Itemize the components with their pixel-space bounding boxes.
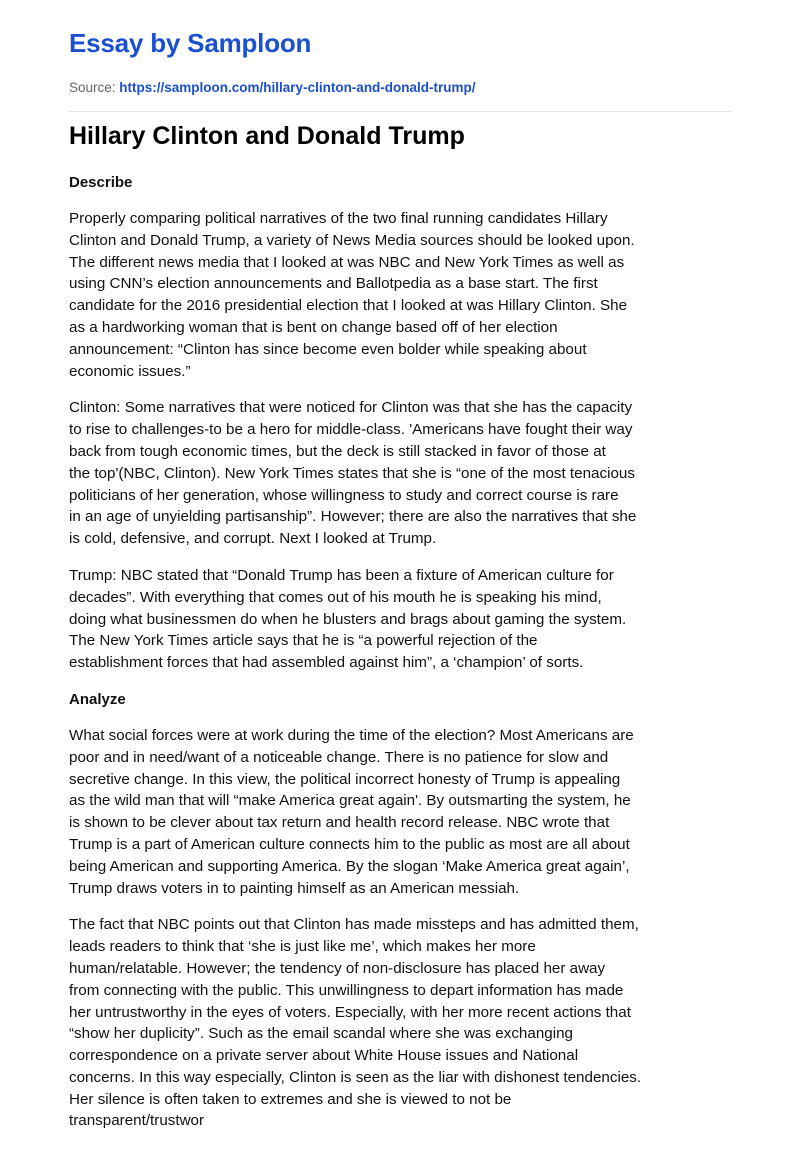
section-heading: Analyze xyxy=(69,690,126,708)
paragraph-line: decades”. With everything that comes out of his mouth he is speaking his mind, xyxy=(69,588,602,606)
paragraph-line: concerns. In this way especially, Clinton is seen as the liar with dishonest tendencies. xyxy=(69,1068,642,1086)
paragraph-line: Clinton and Donald Trump, a variety of News Media sources should be looked upon. xyxy=(69,231,635,249)
paragraph-line: is cold, defensive, and corrupt. Next I looked at Trump. xyxy=(69,530,437,548)
paragraph-line: The New York Times article says that he is “a powerful rejection of the xyxy=(69,632,538,650)
paragraph-line: economic issues.” xyxy=(69,362,191,380)
source-link[interactable]: https://samploon.com/hillary-clinton-and-donald-trump/ xyxy=(119,80,476,95)
paragraph-line: Trump draws voters in to painting himself as an American messiah. xyxy=(69,879,520,897)
paragraph-line: correspondence on a private server about White House issues and National xyxy=(69,1047,579,1065)
source-line xyxy=(69,80,476,95)
paragraph-line: announcement: “Clinton has since become even bolder while speaking about xyxy=(69,340,587,358)
paragraph-line: poor and in need/want of a noticeable change. There is no patience for slow and xyxy=(69,748,609,766)
paragraph-line: being American and supporting America. By the slogan ‘Make America great again’, xyxy=(69,857,630,875)
paragraph-line: The different news media that I looked at was NBC and New York Times as well as xyxy=(69,253,625,271)
paragraph xyxy=(69,565,731,674)
paragraph-line: Her silence is often taken to extremes and she is viewed to not be xyxy=(69,1090,512,1108)
paragraph-line: is shown to be clever about tax return and health record release. NBC wrote that xyxy=(69,814,610,832)
paragraph-line: What social forces were at work during the time of the election? Most Americans are xyxy=(69,726,634,744)
source-label: Source: xyxy=(69,80,116,95)
paragraph xyxy=(69,914,731,1132)
paragraph-line: Trump: NBC stated that “Donald Trump has been a fixture of American culture for xyxy=(69,566,614,584)
divider xyxy=(69,111,731,112)
paragraph-line: to rise to challenges-to be a hero for middle-class. 'Americans have fought their way xyxy=(69,421,633,439)
paragraph xyxy=(69,208,731,382)
paragraph-line: Trump is a part of American culture connects him to the public as most are all about xyxy=(69,835,630,853)
paragraph-line: as a hardworking woman that is bent on change based off of her election xyxy=(69,318,558,336)
paragraph-line: leads readers to think that ‘she is just like me’, which makes her more xyxy=(69,938,536,956)
essay-body xyxy=(69,172,731,1147)
paragraph-line: The fact that NBC points out that Clinton has made missteps and has admitted them, xyxy=(69,916,639,934)
paragraph-line: in an age of unyielding partisanship”. However; there are also the narratives that she xyxy=(69,508,637,526)
brand-title: Essay by Samploon xyxy=(69,28,312,58)
paragraph-line: the top'(NBC, Clinton). New York Times states that she is “one of the most tenacious xyxy=(69,464,635,482)
paragraph-line: Properly comparing political narratives of the two final running candidates Hillary xyxy=(69,210,608,227)
paragraph-line: human/relatable. However; the tendency of non-disclosure has placed her away xyxy=(69,959,606,977)
paragraph-line: back from tough economic times, but the deck is still stacked in favor of those at xyxy=(69,442,606,460)
paragraph-line: secretive change. In this view, the political incorrect honesty of Trump is appealing xyxy=(69,770,621,788)
paragraph-line: candidate for the 2016 presidential election that I looked at was Hillary Clinton. She xyxy=(69,297,628,315)
paragraph-line: Clinton: Some narratives that were noticed for Clinton was that she has the capacity xyxy=(69,399,633,417)
section-heading: Describe xyxy=(69,174,133,191)
paragraph-line: politicians of her generation, whose willingness to study and correct course is rare xyxy=(69,486,619,504)
paragraph-line: as the wild man that will “make America great again'. By outsmarting the system, he xyxy=(69,792,631,810)
paragraph-line: doing what businessmen do when he blusters and brags about gaming the system. xyxy=(69,610,627,628)
paragraph xyxy=(69,397,731,550)
paragraph-line: from connecting with the public. This unwillingness to depart information has made xyxy=(69,981,624,999)
paragraph-line: her untrustworthy in the eyes of voters. Especially, with her more recent actions that xyxy=(69,1003,631,1021)
paragraph-line: establishment forces that had assembled against him”, a ‘champion’ of sorts. xyxy=(69,654,584,672)
paragraph xyxy=(69,725,731,899)
essay-title: Hillary Clinton and Donald Trump xyxy=(69,122,465,150)
paragraph-line: transparent/trustwor xyxy=(69,1112,205,1130)
paragraph-line: using CNN’s election announcements and Ballotpedia as a base start. The first xyxy=(69,275,598,293)
paragraph-line: “show her duplicity”. Such as the email scandal where she was exchanging xyxy=(69,1025,573,1043)
